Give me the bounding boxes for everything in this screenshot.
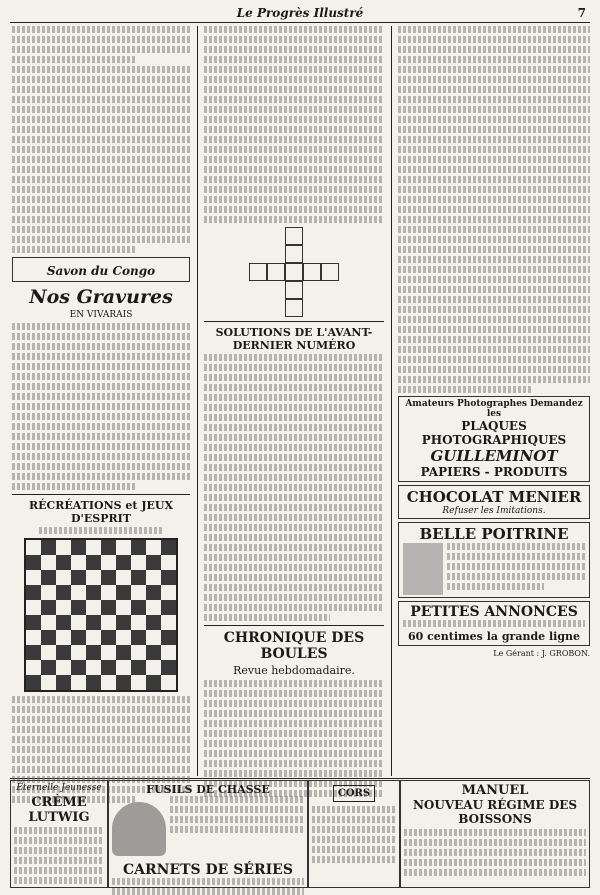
- checker-square: [41, 615, 56, 630]
- checker-square: [56, 660, 71, 675]
- checker-square: [131, 600, 146, 615]
- checker-square: [131, 615, 146, 630]
- checker-square: [56, 585, 71, 600]
- checker-square: [26, 615, 41, 630]
- checker-square: [131, 570, 146, 585]
- cors-ad-title: CORS: [333, 785, 375, 802]
- article-text-block: [398, 26, 590, 393]
- checker-square: [161, 585, 176, 600]
- checker-square: [116, 675, 131, 690]
- checker-square: [101, 555, 116, 570]
- checker-square: [56, 555, 71, 570]
- checker-square: [41, 570, 56, 585]
- checker-square: [56, 645, 71, 660]
- checker-square: [56, 600, 71, 615]
- checker-square: [131, 555, 146, 570]
- checker-square: [26, 540, 41, 555]
- checker-square: [116, 555, 131, 570]
- checker-square: [56, 540, 71, 555]
- guilleminot-ad-intro: Amateurs Photographes Demandez les: [405, 399, 583, 419]
- checker-square: [101, 615, 116, 630]
- checker-square: [161, 615, 176, 630]
- chocolat-ad: [398, 485, 590, 519]
- trophy-icon: [112, 802, 166, 856]
- checker-square: [71, 630, 86, 645]
- checker-square: [131, 630, 146, 645]
- cross-puzzle-cell: [285, 263, 303, 281]
- checker-square: [26, 585, 41, 600]
- checker-square: [101, 675, 116, 690]
- newspaper-title: Le Progrès Illustré: [236, 6, 364, 20]
- section-subheading-vivarais: EN VIVARAIS: [69, 310, 133, 320]
- lutwig-ad-title: CRÈME LUTWIG: [28, 795, 90, 825]
- masthead-rule: [10, 22, 590, 23]
- checker-square: [26, 675, 41, 690]
- column-1: [12, 26, 190, 806]
- checker-square: [41, 540, 56, 555]
- checker-square: [41, 675, 56, 690]
- lutwig-ad: [10, 780, 108, 888]
- annonces-ad: [398, 601, 590, 646]
- checker-square: [101, 540, 116, 555]
- cross-puzzle-cell: [249, 263, 267, 281]
- column-2: [204, 26, 384, 800]
- gerant-line: Le Gérant : J. GROBON.: [493, 649, 590, 658]
- checker-square: [146, 615, 161, 630]
- checker-square: [101, 570, 116, 585]
- checker-square: [86, 645, 101, 660]
- masthead: [14, 6, 586, 20]
- poitrine-ad-illustration: [403, 543, 443, 595]
- checker-square: [101, 600, 116, 615]
- checker-square: [116, 570, 131, 585]
- cross-puzzle-cell: [285, 281, 303, 299]
- checker-square: [131, 540, 146, 555]
- checker-square: [26, 660, 41, 675]
- checker-square: [71, 585, 86, 600]
- checker-square: [71, 645, 86, 660]
- bottom-ad-band: [10, 780, 590, 888]
- checker-square: [101, 630, 116, 645]
- checker-square: [26, 645, 41, 660]
- checker-square: [161, 570, 176, 585]
- checker-square: [86, 630, 101, 645]
- checker-square: [116, 600, 131, 615]
- checker-square: [116, 585, 131, 600]
- guilleminot-ad-plaques: PLAQUES PHOTOGRAPHIQUES: [421, 419, 567, 447]
- chasse-ad-title: FUSILS DE CHASSE: [146, 783, 270, 796]
- chasse-ad: [108, 780, 308, 888]
- cross-puzzle-cell: [285, 299, 303, 317]
- checker-square: [131, 660, 146, 675]
- checker-square: [161, 660, 176, 675]
- column-rule-1: [197, 26, 198, 776]
- annonces-ad-title: PETITES ANNONCES: [410, 604, 578, 620]
- poitrine-ad: [398, 522, 590, 598]
- column-rule-2: [391, 26, 392, 776]
- checker-square: [71, 555, 86, 570]
- cross-puzzle-diagram: [249, 227, 339, 317]
- checker-square: [146, 645, 161, 660]
- checker-square: [86, 540, 101, 555]
- checker-square: [161, 630, 176, 645]
- checker-square: [86, 660, 101, 675]
- checker-square: [26, 570, 41, 585]
- manuel-ad-regime: NOUVEAU RÉGIME DES BOISSONS: [412, 798, 578, 826]
- checker-square: [116, 660, 131, 675]
- checker-square: [116, 630, 131, 645]
- checker-square: [131, 675, 146, 690]
- chocolat-ad-subtitle: Refuser les Imitations.: [442, 506, 546, 516]
- section-subheading-chronique: Revue hebdomadaire.: [233, 664, 355, 677]
- checker-square: [26, 630, 41, 645]
- problems-text-block: [204, 26, 384, 223]
- checker-square: [71, 600, 86, 615]
- checker-square: [146, 630, 161, 645]
- page-number: 7: [577, 6, 586, 20]
- checker-square: [56, 630, 71, 645]
- guilleminot-ad-papiers: PAPIERS - PRODUITS: [420, 465, 568, 479]
- checker-square: [71, 540, 86, 555]
- chocolat-ad-title: CHOCOLAT MENIER: [406, 488, 582, 506]
- checker-square: [161, 600, 176, 615]
- carnets-ad-title: CARNETS DE SÉRIES: [123, 862, 293, 878]
- manuel-ad-title: MANUEL: [461, 783, 529, 798]
- annonces-ad-price: 60 centimes la grande ligne: [407, 630, 581, 643]
- checker-square: [116, 540, 131, 555]
- guilleminot-ad-brand: GUILLEMINOT: [430, 447, 558, 465]
- cross-puzzle-cell: [285, 227, 303, 245]
- checker-square: [41, 585, 56, 600]
- cors-ad: [308, 780, 400, 888]
- checker-square: [41, 645, 56, 660]
- checker-square: [41, 660, 56, 675]
- cross-puzzle-cell: [321, 263, 339, 281]
- checker-square: [116, 645, 131, 660]
- checker-square: [86, 615, 101, 630]
- checker-square: [161, 540, 176, 555]
- checker-square: [71, 675, 86, 690]
- checker-square: [26, 600, 41, 615]
- checker-square: [86, 570, 101, 585]
- checker-square: [56, 615, 71, 630]
- cross-puzzle-cell: [267, 263, 285, 281]
- checker-square: [146, 660, 161, 675]
- checkerboard-diagram: [24, 538, 178, 692]
- gravures-text-block: [12, 323, 190, 490]
- checker-square: [101, 645, 116, 660]
- checker-square: [41, 630, 56, 645]
- checker-square: [131, 585, 146, 600]
- checker-square: [86, 675, 101, 690]
- checker-square: [146, 585, 161, 600]
- checker-square: [146, 555, 161, 570]
- cross-puzzle-cell: [303, 263, 321, 281]
- checker-square: [86, 585, 101, 600]
- section-heading-solutions: SOLUTIONS DE L'AVANT-DERNIER NUMÉRO: [204, 321, 384, 352]
- checker-square: [101, 585, 116, 600]
- checker-square: [71, 615, 86, 630]
- savon-ad-title: Savon du Congo: [46, 264, 156, 278]
- poitrine-ad-title: BELLE POITRINE: [419, 525, 569, 543]
- checker-square: [146, 540, 161, 555]
- story-text-block: [12, 26, 190, 253]
- section-heading-gravures: Nos Gravures: [29, 286, 173, 308]
- guilleminot-ad: [398, 396, 590, 482]
- checker-square: [146, 570, 161, 585]
- checker-square: [161, 645, 176, 660]
- checker-square: [146, 675, 161, 690]
- checker-square: [86, 555, 101, 570]
- manuel-ad: [400, 780, 590, 888]
- checker-square: [41, 555, 56, 570]
- cross-puzzle-cell: [285, 245, 303, 263]
- checker-square: [71, 660, 86, 675]
- checker-square: [146, 600, 161, 615]
- solutions-text-block: [204, 354, 384, 621]
- checker-square: [161, 555, 176, 570]
- lutwig-ad-tagline: Éternelle Jeunesse: [16, 783, 102, 793]
- checker-square: [71, 570, 86, 585]
- section-heading-recreations: RÉCRÉATIONS et JEUX D'ESPRIT: [12, 494, 190, 525]
- column-3: [398, 26, 590, 658]
- checker-square: [26, 555, 41, 570]
- checker-square: [116, 615, 131, 630]
- checker-square: [41, 600, 56, 615]
- checker-square: [56, 675, 71, 690]
- section-heading-chronique: CHRONIQUE DES BOULES: [204, 625, 384, 662]
- checker-square: [161, 675, 176, 690]
- checker-square: [86, 600, 101, 615]
- checker-square: [101, 660, 116, 675]
- checker-square: [56, 570, 71, 585]
- checker-square: [131, 645, 146, 660]
- savon-ad: [12, 257, 190, 282]
